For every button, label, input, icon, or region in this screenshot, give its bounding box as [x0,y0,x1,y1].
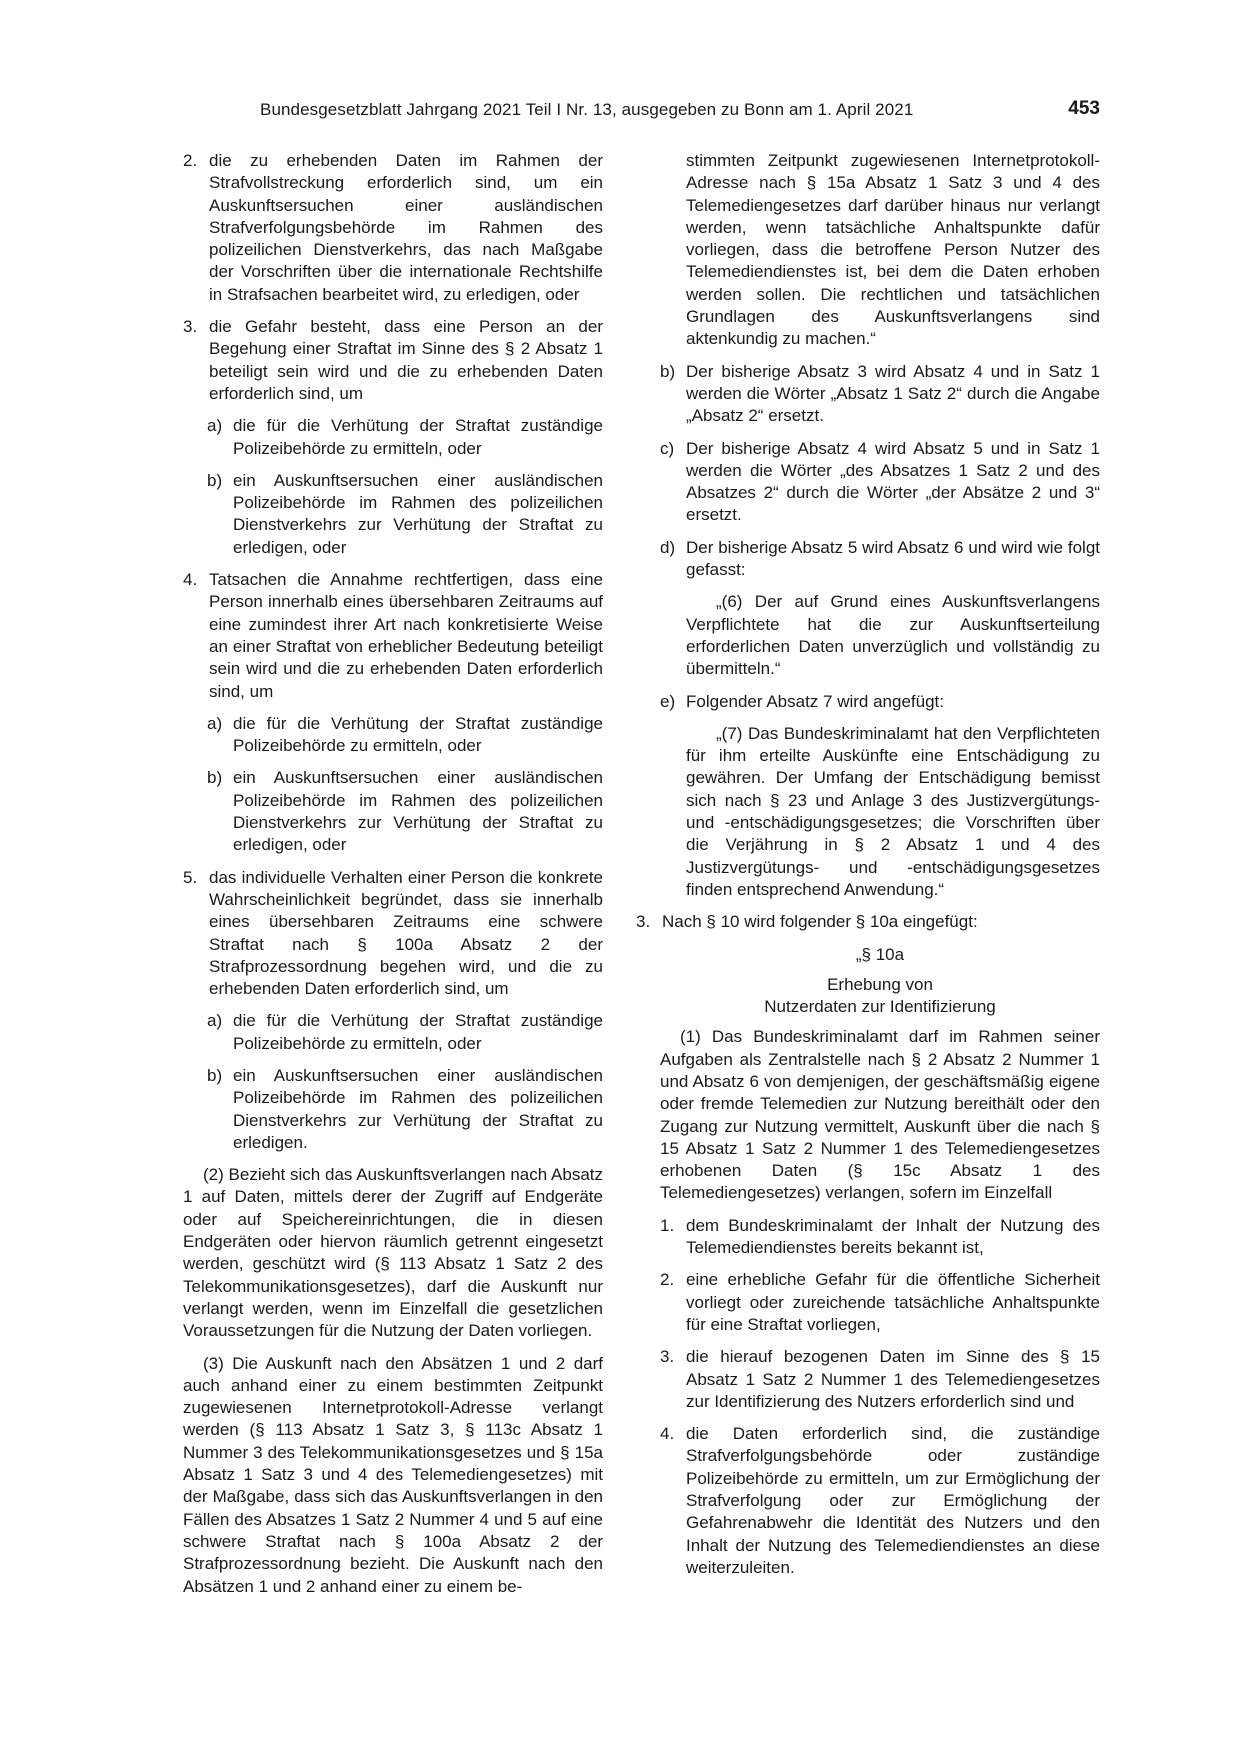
item-text: die zu erhebenden Daten im Rahmen der Strafvollstreckung erforderlich sind, um ein Auskunftsersuchen einer ausländischen Strafverfolgungsbehörde im Rahmen des polizeilichen Dienstverkehrs, das nach Maßgabe der Vorschriften über die internationale Rechtshilfe in Strafsachen bearbeitet wird, zu erledigen, oder [209,151,603,304]
item-number: 4. [183,570,198,590]
condition-item [660,1346,1100,1413]
header-title: Bundesgesetzblatt Jahrgang 2021 Teil I Nr. 13, ausgegeben zu Bonn am 1. April 2021 [260,100,914,119]
sub-item-text: die für die Verhütung der Straftat zuständige Polizeibehörde zu ermitteln, oder [233,1011,603,1053]
sub-item-letter: b) [207,470,223,490]
amendment-letter: e) [660,691,676,711]
amendment-text: Der bisherige Absatz 5 wird Absatz 6 und wird wie folgt gefasst: [686,537,1100,580]
sub-item-letter: a) [207,713,223,733]
right-column [636,150,1100,1589]
sub-item-letter: b) [207,768,223,788]
sub-item-letter: a) [207,1011,223,1031]
item-text: Nach § 10 wird folgender § 10a eingefügt: [662,912,978,932]
sub-item-text: die für die Verhütung der Straftat zuständige Polizeibehörde zu ermitteln, oder [233,713,603,756]
left-column [183,150,603,1608]
paragraph-3: (3) Die Auskunft nach den Absätzen 1 und 2 darf auch anhand einer zu einem bestimmten Zeitpunkt zugewiesenen Internetprotokoll-Adresse verlangt werden (§ 113 Absatz 1 Satz 3, § 113c Absatz 1 Nummer 3 des Telekommunikationsgesetzes und § 15a Absatz 1 Satz 3 und 4 des Telemediengesetzes) mit der Maßgabe, dass sich das Auskunftsverlangen in den Fällen des Absatzes 1 Satz 2 Nummer 4 und 5 auf eine schwere Straftat nach § 100a Absatz 2 der Strafprozessordnung bezieht. Die Auskunft nach den Absätzen 1 und 2 anhand einer zu einem be- [183,1353,603,1596]
section-paragraph-1: (1) Das Bundeskriminalamt darf im Rahmen seiner Aufgaben als Zentralstelle nach § 2 Absatz 2 Nummer 1 und Absatz 6 von demjenigen, der geschäftsmäßig eigene oder fremde Telemedien zur Nutzung bereithält oder den Zugang zur Nutzung vermittelt, Auskunft über die nach § 15 Absatz 1 Satz 2 Nummer 1 des Telemediengesetzes erhobenen Daten (§ 15c Absatz 1 des Telemediengesetzes) verlangen, sofern im Einzelfall [660,1027,1100,1203]
paragraph-2: (2) Bezieht sich das Auskunftsverlangen nach Absatz 1 auf Daten, mittels derer der Zugriff auf Endgeräte oder auf Speichereinrichtungen, die in diesen Endgeräten oder hiervon räumlich getrennt eingesetzt werden, geschützt wird (§ 113 Absatz 1 Satz 2 des Telekommunikationsgesetzes), darf die Auskunft nur verlangt werden, wenn im Einzelfall die gesetzlichen Voraussetzungen für die Nutzung der Daten vorliegen. [183,1165,603,1341]
item-number: 2. [183,151,198,170]
sub-item-text: die für die Verhütung der Straftat zuständige Polizeibehörde zu ermitteln, oder [233,416,603,458]
item-number: 5. [183,867,198,887]
list-item [636,911,1100,933]
amendment-text: Folgender Absatz 7 wird angefügt: [686,691,944,711]
sub-item [207,713,603,758]
item-text: das individuelle Verhalten einer Person die konkrete Wahrscheinlichkeit begründet, dass sie innerhalb eines übersehbaren Zeitraums eine schwere Straftat nach § 100a Absatz 2 der Strafprozessordnung begehen wird, und die zu erhebenden Daten erforderlich sind, um [209,867,603,999]
amendment-text: Der bisherige Absatz 4 wird Absatz 5 und in Satz 1 werden die Wörter „des Absatzes 1 Satz 2 und des Absatzes 2“ durch die Wörter „der Absätze 2 und 3“ ersetzt. [686,438,1100,525]
condition-text: eine erhebliche Gefahr für die öffentliche Sicherheit vorliegt oder zureichende tatsächliche Anhaltspunkte für eine Straftat vorliegen, [686,1270,1100,1334]
amendment-letter: b) [660,361,676,381]
sub-item-text: ein Auskunftsersuchen einer ausländischen Polizeibehörde im Rahmen des polizeilichen Dienstverkehrs zur Verhütung der Straftat zu erledigen, oder [233,470,603,557]
sub-item-text: ein Auskunftsersuchen einer ausländischen Polizeibehörde im Rahmen des polizeilichen Dienstverkehrs zur Verhütung der Straftat zu erledigen, oder [233,768,603,855]
condition-text: dem Bundeskriminalamt der Inhalt der Nutzung des Telemediendienstes bereits bekannt ist, [686,1215,1100,1258]
amendment-item [660,691,1100,713]
condition-text: die Daten erforderlich sind, die zuständige Strafverfolgungsbehörde oder zuständige Polizeibehörde zu ermitteln, um zur Ermöglichung der Strafverfolgung oder zur Ermöglichung der Gefahrenabwehr die Identität des Nutzers und den Inhalt der Nutzung des Telemediendienstes an diese weiterzuleiten. [686,1424,1100,1577]
amendment-letter: c) [660,438,675,458]
item-text: Tatsachen die Annahme rechtfertigen, dass eine Person innerhalb eines übersehbaren Zeitraums auf eine zumindest ihrer Art nach konkretisierte Weise an einer Straftat von erheblicher Bedeutung beteiligt sein wird und die zu erhebenden Daten erforderlich sind, um [209,570,603,701]
page-number: 453 [1068,98,1100,119]
item-number: 3. [636,912,651,932]
sub-item [207,1065,603,1154]
list-item [183,867,603,1001]
page-header [180,100,1100,130]
sub-item-letter: a) [207,416,223,436]
amendment-item [660,361,1100,428]
sub-item [207,415,603,460]
continuation-text: stimmten Zeitpunkt zugewiesenen Internetprotokoll-Adresse nach § 15a Absatz 1 Satz 3 und 4 des Telemediengesetzes darf darüber hinaus nur verlangt werden, wenn tatsächliche Anhaltspunkte dafür vorliegen, dass die betroffene Person Nutzer des Telemediendienstes ist, bei dem die Daten erhoben werden sollen. Die rechtlichen und tatsächlichen Grundlagen des Auskunftsverlangens sind aktenkundig zu machen.“ [686,151,1100,349]
amendment-text: Der bisherige Absatz 3 wird Absatz 4 und in Satz 1 werden die Wörter „Absatz 1 Satz 2“ durch die Angabe „Absatz 2“ ersetzt. [686,361,1100,426]
amendment-item [660,537,1100,582]
amendment-letter: d) [660,537,676,557]
section-mark: „§ 10a [855,944,905,964]
item-text: die Gefahr besteht, dass eine Person an der Begehung einer Straftat im Sinne des § 2 Absatz 1 beteiligt sein wird und die zu erhebenden Daten erforderlich sind, um [209,317,603,403]
list-item [183,150,603,306]
condition-text: die hierauf bezogenen Daten im Sinne des § 15 Absatz 1 Satz 2 Nummer 1 des Telemediengesetzes zur Identifizierung des Nutzers erforderlich sind und [686,1347,1100,1411]
item-number: 3. [183,317,198,337]
quoted-paragraph-6: „(6) Der auf Grund eines Auskunftsverlangens Verpflichtete hat die zur Auskunftserteilung erforderlichen Daten unverzüglich und vollständig zu übermitteln.“ [686,592,1100,679]
condition-item [660,1215,1100,1260]
condition-item [660,1423,1100,1579]
section-title-line-2: Nutzerdaten zur Identifizierung [764,997,996,1017]
sub-item [207,767,603,856]
condition-number: 4. [660,1424,675,1444]
sub-item-text: ein Auskunftsersuchen einer ausländischen Polizeibehörde im Rahmen des polizeilichen Dienstverkehrs zur Verhütung der Straftat zu erledigen. [233,1065,603,1152]
list-item [183,569,603,703]
condition-item [660,1269,1100,1336]
condition-number: 3. [660,1347,675,1367]
quoted-paragraph-7: „(7) Das Bundeskriminalamt hat den Verpflichteten für ihm erteilte Auskünfte eine Entschädigung zu gewähren. Der Umfang der Entschädigung bemisst sich nach § 23 und Anlage 3 des Justizvergütungs- und -entschädigungsgesetzes; die Vorschriften über die Verjährung in § 2 Absatz 1 und 4 des Justizvergütungs- und -entschädigungsgesetzes finden entsprechend Anwendung.“ [686,723,1100,899]
list-item [183,316,603,405]
condition-number: 2. [660,1270,675,1290]
amendment-item [660,438,1100,527]
sub-item [207,470,603,559]
condition-number: 1. [660,1215,675,1235]
sub-item [207,1010,603,1055]
sub-item-letter: b) [207,1065,223,1085]
section-title-line-1: Erhebung von [827,974,933,994]
